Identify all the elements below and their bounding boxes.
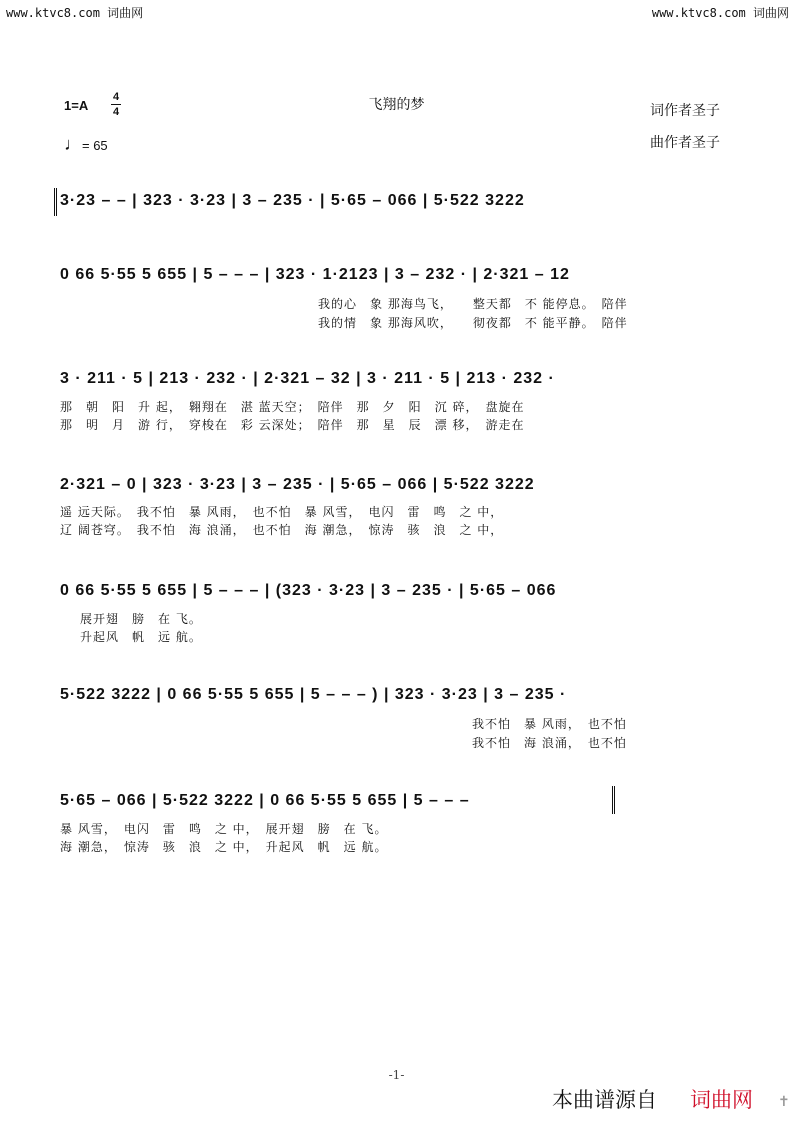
source-site-logo[interactable]: 词曲网 bbox=[690, 1089, 753, 1112]
notation-line: 5·522 3222 | 0 66 5·55 5 655 | 5 – – – ) | 323 · 3·23 | 3 – 235 · bbox=[60, 686, 567, 703]
notation-line: 0 66 5·55 5 655 | 5 – – – | (323 · 3·23 | 3 – 235 · | 5·65 – 066 bbox=[60, 582, 557, 599]
lyrics-verse-2: 辽 阔苍穹。 我不怕 海 浪涌， 也不怕 海 潮急， 惊涛 骇 浪 之 中， bbox=[60, 523, 504, 537]
lyrics-verse-1: 那 朝 阳 升 起， 翱翔在 湛 蓝天空； 陪伴 那 夕 阳 沉 碎， 盘旋在 bbox=[60, 400, 525, 414]
key-signature: 1=A bbox=[64, 98, 89, 113]
lyrics-verse-1: 暴 风雪， 电闪 雷 鸣 之 中， 展开翅 膀 在 飞。 bbox=[60, 822, 388, 836]
lyrics-verse-1: 遥 远天际。 我不怕 暴 风雨， 也不怕 暴 风雪， 电闪 雷 鸣 之 中， bbox=[60, 505, 504, 519]
source-label: 本曲谱源自 bbox=[552, 1089, 657, 1112]
lyrics-verse-2: 海 潮急， 惊涛 骇 浪 之 中， 升起风 帆 远 航。 bbox=[60, 840, 388, 854]
notation-line: 3·23 – – | 323 · 3·23 | 3 – 235 · | 5·65 – 066 | 5·522 3222 bbox=[60, 192, 525, 209]
start-repeat-bar bbox=[54, 188, 57, 216]
notation-line: 5·65 – 066 | 5·522 3222 | 0 66 5·55 5 655 | 5 – – – bbox=[60, 792, 470, 809]
lyrics-verse-2: 我不怕 海 浪涌， 也不怕 bbox=[472, 736, 627, 750]
lyrics-verse-2: 升起风 帆 远 航。 bbox=[80, 630, 202, 644]
tempo-value: = 65 bbox=[82, 138, 108, 153]
notation-line: 2·321 – 0 | 323 · 3·23 | 3 – 235 · | 5·65 – 066 | 5·522 3222 bbox=[60, 476, 535, 493]
site-watermark-left: www.ktvc8.com 词曲网 bbox=[6, 6, 144, 20]
time-signature bbox=[111, 91, 121, 118]
lyrics-verse-1: 展开翅 膀 在 飞。 bbox=[80, 612, 202, 626]
song-title: 飞翔的梦 bbox=[368, 97, 425, 113]
time-signature-top: 4 bbox=[112, 91, 120, 103]
notation-line: 0 66 5·55 5 655 | 5 – – – | 323 · 1·2123 | 3 – 232 · | 2·321 – 12 bbox=[60, 266, 570, 283]
time-signature-bottom: 4 bbox=[112, 106, 120, 118]
notation-line: 3 · 211 · 5 | 213 · 232 · | 2·321 – 32 | 3 · 211 · 5 | 213 · 232 · bbox=[60, 370, 555, 387]
end-repeat-bar bbox=[612, 786, 615, 814]
lyrics-verse-2: 我的情 象 那海风吹， 彻夜都 不 能平静。 陪伴 bbox=[318, 316, 628, 330]
page-number: -1- bbox=[388, 1068, 405, 1082]
lyrics-verse-1: 我的心 象 那海鸟飞， 整天都 不 能停息。 陪伴 bbox=[318, 297, 628, 311]
logo-mark-icon: ✝ bbox=[778, 1094, 790, 1110]
lyrics-verse-2: 那 明 月 游 行， 穿梭在 彩 云深处； 陪伴 那 星 辰 漂 移， 游走在 bbox=[60, 418, 525, 432]
site-watermark-right: www.ktvc8.com 词曲网 bbox=[651, 6, 789, 20]
tempo-marking bbox=[64, 134, 108, 155]
quarter-note-icon: ♩ bbox=[64, 134, 82, 154]
lyrics-verse-1: 我不怕 暴 风雨， 也不怕 bbox=[472, 717, 627, 731]
composer-credit: 曲作者圣子 bbox=[650, 135, 720, 151]
lyricist-credit: 词作者圣子 bbox=[650, 103, 720, 119]
time-signature-line bbox=[111, 104, 121, 105]
